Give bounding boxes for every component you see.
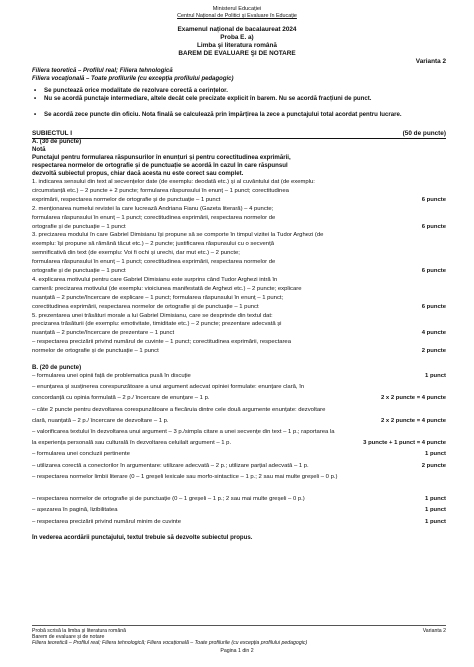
filiera-line-2: Filiera vocaţională – Toate profilurile (cu excepția profilului pedagogic)	[32, 76, 234, 82]
footer-variant: Varianta 2	[422, 628, 446, 634]
barem-line	[32, 496, 446, 503]
barem-line	[32, 268, 446, 275]
barem-title: BAREM DE EVALUARE ŞI DE NOTARE	[178, 50, 296, 57]
barem-line-points: 1 punct	[425, 451, 446, 458]
barem-line-points: 4 puncte	[421, 330, 446, 337]
rule-item-1: • Se punctează orice modalitate de rezolvare corectă a cerințelor.	[34, 87, 228, 94]
barem-line	[32, 313, 446, 320]
barem-line	[32, 463, 446, 470]
barem-line	[32, 348, 446, 355]
barem-line-text: 3. precizarea modului în care Gabriel Dimisianu își propune să se comporte în timpul vizitei la Tudor Arghezi (de	[32, 232, 324, 239]
barem-line-text: nuanțată – 2 puncte/încercare de prezentare – 1 punct	[32, 330, 175, 337]
probe-title: Proba E. a)	[220, 34, 254, 41]
barem-line-text: 1. indicarea sensului din text al secvențelor date (de exemplu: deodată etc.) și al cuvântului dat (de exemplu:	[32, 179, 315, 185]
barem-line-text: exemplu: își propune să rămână tăcut etc.) – 2 puncte; justificarea răspunsului cu o secvență	[32, 241, 274, 248]
barem-line-text: circumstanță etc.) – 2 puncte + 2 puncte; formularea răspunsului în enunț – 1 punct; corectitudinea	[32, 187, 289, 194]
barem-line	[32, 286, 446, 293]
barem-line-text: – enunțarea și susținerea corespunzătoare a unui argument adecvat opiniei formulate: enunțare clară, în	[32, 384, 305, 391]
barem-line-text: la experiența personală sau culturală în dezvoltarea celuilalt argument – 1 p.	[32, 440, 232, 447]
barem-line	[32, 277, 446, 284]
nota-line: Punctajul pentru formularea răspunsurilor în enunțuri și pentru corectitudinea exprimării,	[32, 154, 291, 161]
barem-line-points: 2 puncte	[421, 348, 446, 355]
barem-line-text: – câte 2 puncte pentru dezvoltarea corespunzătoare a fiecăruia dintre cele două argumente enunțate: dezvoltare	[32, 406, 326, 413]
barem-line-points: 2 x 2 puncte = 4 puncte	[381, 417, 446, 424]
barem-line-text: precizarea trăsăturii (de exemplu: emotivitate, timiditate etc.) – 2 puncte; prezentare adecvată și	[32, 321, 282, 328]
barem-line	[32, 519, 446, 526]
center-header: Centrul Național de Politici și Evaluare în Educație	[177, 13, 297, 19]
barem-line	[32, 339, 446, 346]
barem-line	[32, 384, 446, 391]
barem-line-points: 1 punct	[425, 507, 446, 514]
barem-line	[32, 179, 446, 186]
barem-line	[32, 373, 446, 380]
barem-line-text: nuanțată – 2 puncte/încercare de explicare – 1 punct; formularea răspunsului în enunț – 1 punct;	[32, 294, 284, 301]
barem-line	[32, 418, 446, 425]
barem-line-text: corectitudinea exprimării, respectarea normelor de ortografie și de punctuație – 1 punct	[32, 303, 259, 310]
barem-line-text: – formularea unei concluzii pertinente	[32, 451, 130, 458]
barem-line-text: ortografie și de punctuație – 1 punct	[32, 268, 126, 274]
barem-line-text: – utilizarea corectă a conectorilor în argumentare: utilizare adecvată – 2 p.; utilizare parțial adecvată – 1 p.	[32, 462, 309, 469]
barem-line	[32, 259, 446, 266]
rule-item-2: • Nu se acordă punctaje intermediare, altele decât cele precizate explicit în barem. Nu se acordă fracțiuni de punct.	[34, 95, 372, 102]
barem-line	[32, 330, 446, 337]
page-number: Pagina 1 din 2	[220, 648, 254, 654]
barem-line-text: – respectarea precizării privind numărul de cuvinte – 1 punct; corectitudinea exprimării, respectarea	[32, 339, 291, 346]
ministry-header: Ministerul Educației	[212, 6, 262, 12]
barem-line-text: – respectarea normelor de ortografie și de punctuație (0 – 1 greșeli – 1 p.; 2 sau mai multe greșeli – 0 p.)	[32, 496, 305, 503]
barem-line-points: 6 puncte	[421, 268, 446, 274]
part-b-heading: B. (20 de puncte)	[32, 364, 82, 371]
barem-line	[32, 295, 446, 302]
barem-line-text: formularea răspunsului în enunț – 1 punct; corectitudinea exprimării, respectarea normelor de	[32, 259, 276, 266]
nota-heading: Notă	[32, 146, 46, 153]
barem-line	[32, 429, 446, 436]
barem-line-text: 2. menționarea numelui revistei la care lucrează Andriana Fianu (Gazeta literară) – 4 puncte;	[32, 205, 274, 212]
barem-line	[32, 507, 446, 514]
barem-line-points: 3 puncte + 1 punct = 4 puncte	[363, 440, 446, 447]
footer-left-2: Barem de evaluare și de notare	[32, 634, 105, 640]
part-a-heading: A. (30 de puncte)	[32, 138, 82, 145]
closing-note: În vederea acordării punctajului, textul trebuie să dezvolte subiectul propus.	[32, 534, 253, 541]
nota-line: dezvoltă subiectul propus, chiar dacă acesta nu este corect sau complet.	[32, 170, 244, 177]
barem-line-text: 5. prezentarea unei trăsături morale a lui Gabriel Dimisianu, care se desprinde din textul dat:	[32, 312, 273, 319]
barem-line-text: semnificativă din text (de exemplu: Voi fi ochi și urechi, dar mut etc.) – 2 puncte;	[32, 250, 240, 257]
barem-line-text: – formularea unei opinii față de problematica pusă în discuție	[32, 373, 191, 379]
barem-line-text: 4. explicarea motivului pentru care Gabriel Dimisianu este surprins când Tudor Arghezi intră în	[32, 276, 278, 283]
barem-line-text: clară, nuanțată – 2 p./ încercare de dezvoltare – 1 p.	[32, 417, 169, 424]
barem-line	[32, 232, 446, 239]
bullet-icon: •	[34, 87, 37, 94]
barem-line	[32, 215, 446, 222]
barem-line-points: 1 punct	[425, 518, 446, 525]
barem-line	[32, 304, 446, 311]
barem-line	[32, 224, 446, 231]
barem-line-points: 2 x 2 puncte = 4 puncte	[381, 395, 446, 402]
nota-line: respectarea normelor de ortografie și de punctuație se acordă în cazul în care răspunsul	[32, 162, 288, 169]
barem-line-text: formularea răspunsului în enunț – 1 punct; corectitudinea exprimării, respectarea normelor de	[32, 214, 276, 221]
exam-title: Examenul național de bacalaureat 2024	[177, 26, 297, 33]
barem-line	[32, 206, 446, 213]
barem-line-text: exprimării, respectarea normelor de ortografie și de punctuație – 1 punct	[32, 196, 221, 203]
barem-line-text: – valorificarea textului în dezvoltarea unui argument – 3 p./simpla citare a unei secvențe din text – 1 p.; raportarea la	[32, 429, 335, 435]
barem-line-points: 6 puncte	[421, 223, 446, 230]
subject-title: Limba şi literatura română	[197, 42, 277, 49]
barem-line	[32, 451, 446, 458]
barem-line	[32, 440, 446, 447]
barem-line-points: 1 punct	[425, 373, 446, 379]
barem-line	[32, 241, 446, 248]
subiect-1-heading: SUBIECTUL I (50 de puncte)	[32, 130, 446, 137]
bullet-icon: •	[34, 95, 37, 102]
barem-line-text: cameră: precizarea motivului (de exemplu: vioiciunea manifestată de Arghezi etc.) – 2 puncte; explicare	[32, 285, 302, 292]
barem-line	[32, 188, 446, 195]
barem-line-text: – așezarea în pagină, lizibilitatea	[32, 507, 118, 514]
barem-line-text: normelor de ortografie și de punctuație – 1 punct	[32, 348, 159, 355]
filiera-line-1: Filiera teoretică – Profilul real; Filiera tehnologică	[32, 68, 173, 74]
barem-line	[32, 321, 446, 328]
footer-left-3: Filiera teoretică – Profilul real; Filiera tehnologică; Filiera vocațională – Toate profilurile (cu excepția profilului pedagogic)	[32, 640, 308, 646]
barem-line-points: 6 puncte	[421, 303, 446, 310]
barem-line	[32, 197, 446, 204]
barem-line	[32, 474, 446, 481]
variant-label: Varianta 2	[415, 58, 446, 65]
barem-line	[32, 250, 446, 257]
barem-line-text: ortografie și de punctuație – 1 punct	[32, 223, 126, 230]
barem-line-points: 2 puncte	[421, 462, 446, 469]
barem-line-text: concordanță cu opinia formulată – 2 p./ încercare de enunțare – 1 p.	[32, 395, 210, 402]
footer-divider	[32, 625, 446, 626]
barem-line-text: – respectarea normelor limbii literare (0 – 1 greșeli lexicale sau morfo-sintactice – 1 p.; 2 sau mai multe greșeli – 0 p.)	[32, 473, 338, 480]
barem-line-text: – respectarea precizării privind numărul minim de cuvinte	[32, 518, 181, 525]
barem-line	[32, 395, 446, 402]
footer-left-1: Probă scrisă la limba și literatura română	[32, 628, 126, 634]
barem-line-points: 6 puncte	[421, 196, 446, 203]
rule-item-3: • Se acordă zece puncte din oficiu. Nota finală se calculează prin împărțirea la zece a punctajului total acordat pentru lucrare.	[34, 111, 402, 118]
barem-line	[32, 407, 446, 414]
barem-line-points: 1 punct	[425, 496, 446, 503]
bullet-icon: •	[34, 111, 37, 118]
